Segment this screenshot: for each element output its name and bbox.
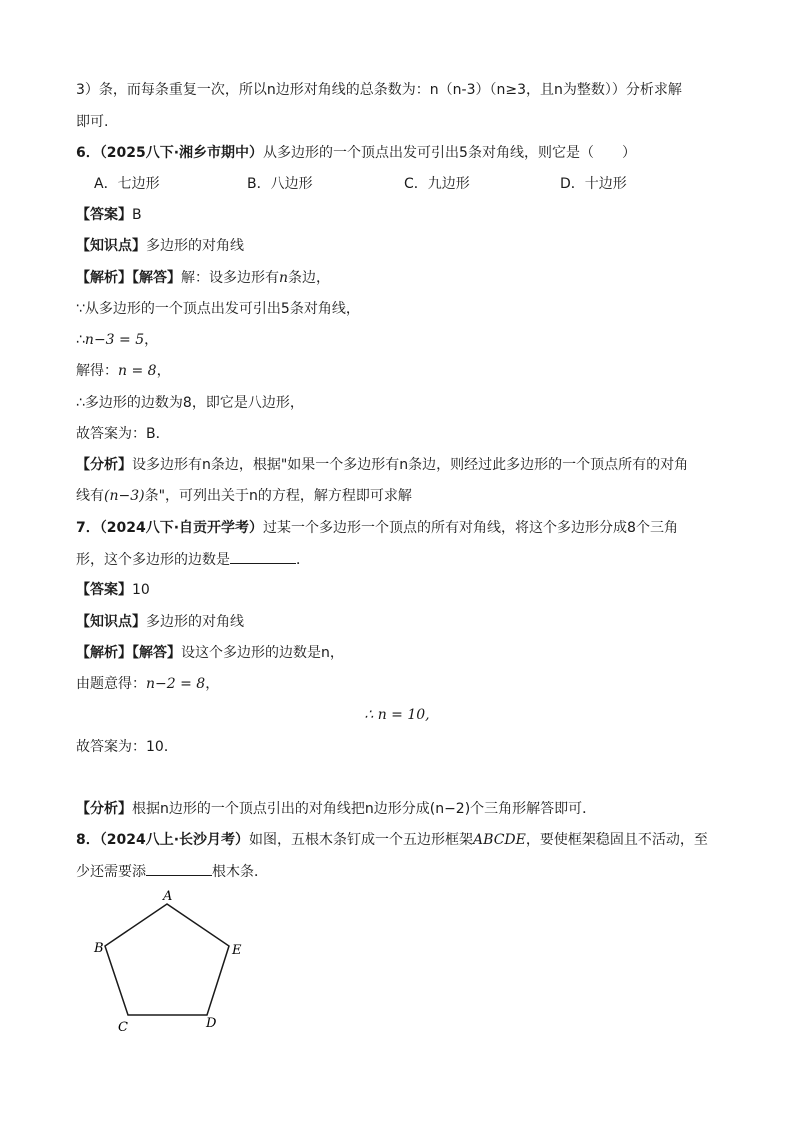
q6-option-a: A．七边形: [94, 176, 160, 192]
q6-step-4: ∴多边形的边数为8，即它是八边形，: [76, 395, 304, 411]
q7-analysis: 【解析】【解答】设这个多边形的边数是n，: [76, 645, 344, 661]
q6-answer: 【答案】B: [76, 207, 142, 223]
q6-number: 6．: [76, 145, 100, 161]
q7-step-2: ∴ n = 10,: [364, 707, 430, 723]
q8-answer-blank: [146, 861, 212, 876]
vertex-label-e: E: [232, 943, 242, 958]
q6-option-c: C．九边形: [404, 176, 470, 192]
q8-number: 8．: [76, 832, 100, 848]
vertex-label-c: C: [118, 1020, 128, 1035]
q7-step-3: 故答案为：10．: [76, 739, 178, 755]
q6-step-1: ∵从多边形的一个顶点出发可引出5条对角线，: [76, 301, 360, 317]
q7-answer: 【答案】10: [76, 582, 150, 598]
intro-line-1: 3）条，而每条重复一次，所以n边形对角线的总条数为：n（n-3）（n≥3，且n为整数））分析求解: [76, 82, 682, 98]
q8-source: （2024八上·长沙月考）: [99, 832, 250, 848]
q6-knowledge: 【知识点】多边形的对角线: [76, 238, 244, 254]
q6-analysis: 【解析】【解答】解：设多边形有n条边，: [76, 270, 331, 286]
vertex-label-d: D: [206, 1016, 217, 1031]
q6-analysis-summary-2: 线有(n−3)条"，可列出关于n的方程，解方程即可求解: [76, 488, 412, 504]
q6-option-d: D．十边形: [560, 176, 627, 192]
q8-stem: 8．（2024八上·长沙月考）如图，五根木条钉成一个五边形框架ABCDE，要使框架稳固且不活动，至: [76, 832, 708, 848]
q7-knowledge: 【知识点】多边形的对角线: [76, 614, 244, 630]
pentagon-figure: [88, 888, 268, 1038]
q6-stem: 6．（2025八下·湘乡市期中）从多边形的一个顶点出发可引出5条对角线，则它是（ ）: [76, 145, 636, 161]
pentagon-abcde: [105, 904, 229, 1015]
q7-source: （2024八下·自贡开学考）: [99, 520, 264, 536]
vertex-label-b: B: [94, 941, 104, 956]
q7-stem-2: 形，这个多边形的边数是 ．: [76, 549, 310, 570]
q7-analysis-summary: 【分析】根据n边形的一个顶点引出的对角线把n边形分成(n−2)个三角形解答即可．: [76, 801, 597, 817]
q7-stem: 7．（2024八下·自贡开学考）过某一个多边形一个顶点的所有对角线，将这个多边形分成8个三角: [76, 520, 678, 536]
q6-source: （2025八下·湘乡市期中）: [99, 145, 264, 161]
q7-number: 7．: [76, 520, 100, 536]
intro-line-2: 即可.: [76, 114, 109, 130]
q6-analysis-summary-1: 【分析】设多边形有n条边，根据"如果一个多边形有n条边，则经过此多边形的一个顶点所有的对角: [76, 457, 689, 473]
q7-step-1: 由题意得：n−2 = 8，: [76, 676, 220, 692]
q6-option-b: B．八边形: [247, 176, 313, 192]
q6-step-2: ∴n−3 = 5，: [76, 332, 159, 348]
q6-step-5: 故答案为：B．: [76, 426, 170, 442]
q6-step-3: 解得：n = 8，: [76, 363, 171, 379]
vertex-label-a: A: [163, 889, 173, 904]
q8-stem-2: 少还需要添 根木条．: [76, 861, 268, 882]
q7-answer-blank: [230, 549, 296, 564]
